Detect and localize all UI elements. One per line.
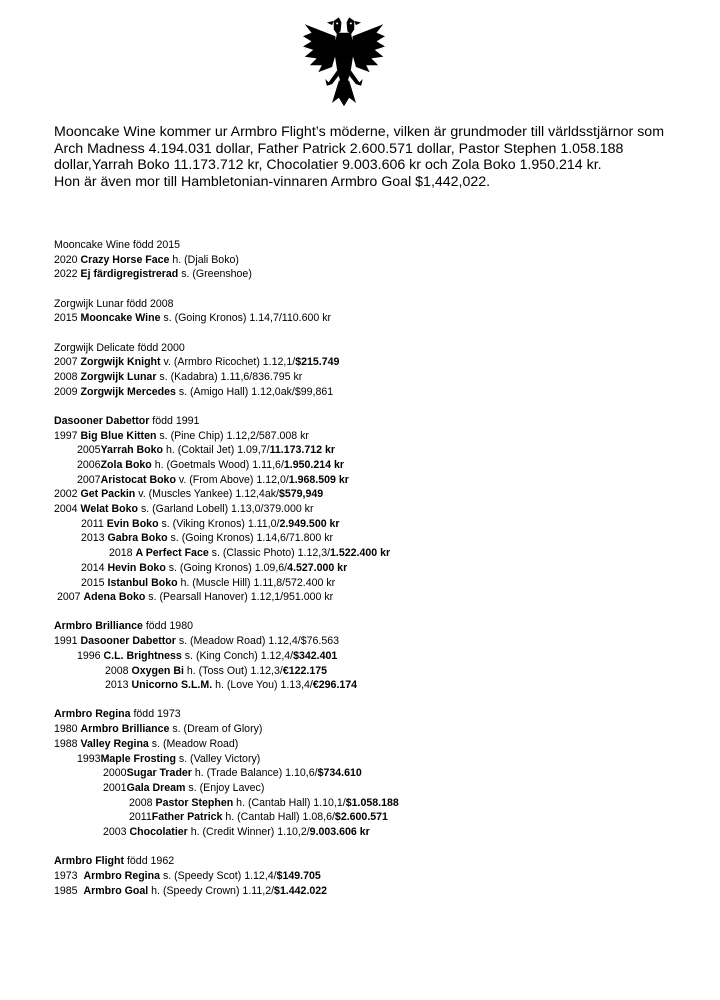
offspring-details: h. (Muscle Hill) 1.11,8/572.400 kr xyxy=(177,576,336,589)
section-header xyxy=(54,414,694,429)
dam-birth-year: född 1962 xyxy=(124,855,175,868)
offspring-year: 2015 xyxy=(54,312,81,325)
pedigree-list xyxy=(54,238,694,913)
dam-birth-year: född 2008 xyxy=(126,297,174,310)
offspring-details: s. (Meadow Road) 1.12,4/$76.563 xyxy=(175,635,340,648)
offspring-name: Unicorno S.L.M. xyxy=(131,679,213,692)
offspring-row xyxy=(54,825,694,840)
offspring-name: Gala Dream xyxy=(126,782,186,794)
offspring-details: h. (Toss Out) 1.12,3/ xyxy=(183,664,283,677)
offspring-row xyxy=(54,722,694,737)
offspring-row xyxy=(54,502,694,517)
offspring-row xyxy=(54,634,694,649)
offspring-row xyxy=(54,487,694,502)
offspring-earnings: 2.949.500 kr xyxy=(279,517,340,530)
offspring-year: 2008 xyxy=(105,664,132,677)
offspring-details: h. (Cantab Hall) 1.08,6/ xyxy=(222,811,335,824)
offspring-row xyxy=(54,869,694,884)
offspring-year: 2013 xyxy=(105,679,132,692)
offspring-year: 1980 xyxy=(54,723,81,736)
offspring-row xyxy=(54,678,694,693)
offspring-name: Chocolatier xyxy=(129,826,188,839)
offspring-details: h. (Credit Winner) 1.10,2/ xyxy=(187,826,310,839)
offspring-earnings: $1.058.188 xyxy=(345,796,399,809)
section-header xyxy=(54,707,694,722)
offspring-row xyxy=(54,443,694,458)
offspring-row xyxy=(54,576,694,591)
offspring-name: Oxygen Bi xyxy=(131,664,184,677)
offspring-details: s. (Meadow Road) xyxy=(148,737,239,750)
dam-name: Dasooner Dabettor xyxy=(54,414,150,427)
offspring-earnings: $579,949 xyxy=(278,488,324,501)
offspring-details: h. (Speedy Crown) 1.11,2/ xyxy=(148,884,275,897)
offspring-row xyxy=(54,429,694,444)
offspring-details: v. (Armbro Ricochet) 1.12,1/ xyxy=(160,356,296,369)
offspring-row xyxy=(54,531,694,546)
offspring-name: Welat Boko xyxy=(80,503,139,516)
intro-text xyxy=(54,124,674,190)
offspring-details: h. (Djali Boko) xyxy=(169,253,239,266)
section-header xyxy=(54,341,694,356)
offspring-details: h. (Love You) 1.13,4/ xyxy=(212,679,313,692)
offspring-details: s. (Going Kronos) 1.14,7/110.600 kr xyxy=(160,312,332,325)
pedigree-section xyxy=(54,297,694,326)
offspring-year: 2003 xyxy=(103,826,130,839)
offspring-earnings: $2.600.571 xyxy=(334,811,388,824)
section-header xyxy=(54,854,694,869)
offspring-name: Gabra Boko xyxy=(107,532,168,545)
offspring-details: s. (Going Kronos) 1.14,6/71.800 kr xyxy=(167,532,334,545)
offspring-year: 1996 xyxy=(77,649,104,662)
offspring-details: s. (Viking Kronos) 1.11,0/ xyxy=(158,517,280,530)
dam-name: Armbro Brilliance xyxy=(54,620,143,633)
offspring-name: Armbro Goal xyxy=(83,884,149,897)
offspring-details: s. (King Conch) 1.12,4/ xyxy=(181,649,294,662)
offspring-earnings: 1.522.400 kr xyxy=(330,547,391,560)
offspring-row xyxy=(54,737,694,752)
offspring-row xyxy=(54,781,694,796)
offspring-earnings: 4.527.000 kr xyxy=(287,561,348,574)
dam-name: Armbro Flight xyxy=(54,855,125,868)
offspring-row xyxy=(54,355,694,370)
offspring-year: 2007 xyxy=(57,591,84,604)
offspring-year: 2001 xyxy=(103,782,127,794)
offspring-year: 2014 xyxy=(81,561,108,574)
offspring-year: 2011 xyxy=(81,517,107,530)
offspring-earnings: 1.950.214 kr xyxy=(283,458,344,471)
offspring-name: Armbro Regina xyxy=(83,870,160,883)
intro-paragraph: Mooncake Wine kommer ur Armbro Flight’s möderne, vilken är grundmoder till världsstjärnor som Arch Madness 4.194.031 dollar, Father Patrick 2.600.571 dollar, Pastor Stephen 1.058.188 dollar,Yarrah Boko 11.173.712 kr, Chocolatier 9.003.606 kr och Zola Boko 1.950.214 kr. xyxy=(54,124,665,173)
offspring-details: s. (Speedy Scot) 1.12,4/ xyxy=(160,870,277,883)
offspring-year: 1985 xyxy=(54,884,84,897)
dam-birth-year: född 1973 xyxy=(130,708,181,721)
dam-birth-year: född 1991 xyxy=(149,414,200,427)
offspring-earnings: 11.173.712 kr xyxy=(269,444,335,457)
offspring-row xyxy=(54,311,694,326)
offspring-details: s. (Amigo Hall) 1.12,0ak/$99,861 xyxy=(175,385,334,398)
offspring-row xyxy=(54,649,694,664)
offspring-earnings: 1.968.509 kr xyxy=(288,473,349,486)
offspring-details: h. (Trade Balance) 1.10,6/ xyxy=(191,767,318,780)
offspring-year: 2008 xyxy=(129,796,156,809)
offspring-earnings: €296.174 xyxy=(312,679,358,692)
offspring-name: Aristocat Boko xyxy=(100,473,176,486)
offspring-year: 2008 xyxy=(54,370,81,383)
offspring-details: v. (From Above) 1.12,0/ xyxy=(175,473,289,486)
section-header xyxy=(54,619,694,634)
offspring-name: Father Patrick xyxy=(151,811,223,824)
offspring-details: s. (Dream of Glory) xyxy=(169,723,263,736)
offspring-year: 2020 xyxy=(54,253,81,266)
offspring-year: 1991 xyxy=(54,635,81,648)
offspring-name: Dasooner Dabettor xyxy=(80,635,176,648)
offspring-name: Get Packin xyxy=(80,488,136,501)
offspring-year: 2007 xyxy=(54,356,81,369)
double-headed-eagle-icon xyxy=(300,14,388,108)
offspring-name: Big Blue Kitten xyxy=(80,429,157,442)
offspring-row xyxy=(54,752,694,767)
offspring-name: Pastor Stephen xyxy=(155,796,234,809)
offspring-year: 2007 xyxy=(77,473,101,486)
offspring-row xyxy=(54,766,694,781)
offspring-name: Zorgwijk Lunar xyxy=(80,370,157,383)
dam-birth-year: född 1980 xyxy=(142,620,193,633)
offspring-name: Valley Regina xyxy=(80,737,149,750)
offspring-name: Ej färdigregistrerad xyxy=(80,268,179,281)
offspring-row xyxy=(54,796,694,811)
intro-paragraph: Hon är även mor till Hambletonian-vinnaren Armbro Goal $1,442,022. xyxy=(54,173,491,190)
offspring-year: 2004 xyxy=(54,503,81,516)
dam-birth-year: född 2015 xyxy=(132,239,181,251)
offspring-year: 2013 xyxy=(81,532,108,545)
offspring-earnings: $734.610 xyxy=(317,767,362,780)
offspring-year: 1988 xyxy=(54,737,81,750)
offspring-year: 1973 xyxy=(54,870,84,883)
offspring-row xyxy=(54,473,694,488)
offspring-year: 2022 xyxy=(54,268,81,281)
offspring-row xyxy=(54,370,694,385)
offspring-name: Sugar Trader xyxy=(126,767,192,780)
pedigree-section xyxy=(54,854,694,898)
offspring-earnings: $1.442.022 xyxy=(274,884,328,897)
offspring-year: 1993 xyxy=(77,752,101,765)
offspring-details: s. (Enjoy Lavec) xyxy=(185,782,265,794)
offspring-details: h. (Goetmals Wood) 1.11,6/ xyxy=(151,458,284,471)
offspring-name: Yarrah Boko xyxy=(100,444,163,457)
pedigree-section xyxy=(54,341,694,400)
pedigree-section xyxy=(54,707,694,839)
offspring-year: 2006 xyxy=(77,458,101,471)
offspring-name: Evin Boko xyxy=(106,517,159,530)
offspring-year: 2005 xyxy=(77,444,101,457)
offspring-name: Istanbul Boko xyxy=(107,576,178,589)
offspring-year: 2011 xyxy=(129,811,152,824)
offspring-row xyxy=(54,253,694,268)
offspring-row xyxy=(54,561,694,576)
offspring-year: 1997 xyxy=(54,429,81,442)
offspring-row xyxy=(54,385,694,400)
offspring-details: s. (Greenshoe) xyxy=(178,268,252,281)
offspring-earnings: $342.401 xyxy=(293,649,338,662)
offspring-row xyxy=(54,458,694,473)
offspring-name: A Perfect Face xyxy=(135,547,209,560)
offspring-name: Hevin Boko xyxy=(107,561,166,574)
pedigree-section xyxy=(54,414,694,605)
offspring-earnings: €122.175 xyxy=(282,664,328,677)
offspring-details: s. (Pine Chip) 1.12,2/587.008 kr xyxy=(156,429,309,442)
offspring-name: Armbro Brilliance xyxy=(80,723,170,736)
dam-name: Mooncake Wine xyxy=(54,239,130,251)
offspring-earnings: $149.705 xyxy=(276,870,321,883)
offspring-name: Zorgwijk Mercedes xyxy=(80,385,176,398)
offspring-row xyxy=(54,884,694,899)
offspring-details: s. (Going Kronos) 1.09,6/ xyxy=(165,561,288,574)
offspring-details: s. (Kadabra) 1.11,6/836.795 kr xyxy=(156,370,303,383)
dam-name: Armbro Regina xyxy=(54,708,131,721)
offspring-name: Maple Frosting xyxy=(100,752,176,765)
offspring-earnings: $215.749 xyxy=(295,356,340,369)
offspring-year: 2018 xyxy=(109,547,136,560)
offspring-earnings: 9.003.606 kr xyxy=(309,826,370,839)
offspring-row xyxy=(54,810,694,825)
offspring-year: 2002 xyxy=(54,488,81,501)
section-header xyxy=(54,238,694,253)
dam-name: Zorgwijk Delicate xyxy=(54,341,135,354)
offspring-row xyxy=(54,590,694,605)
offspring-row xyxy=(54,267,694,282)
offspring-name: Crazy Horse Face xyxy=(80,253,170,266)
offspring-details: s. (Garland Lobell) 1.13,0/379.000 kr xyxy=(138,503,314,516)
offspring-name: Zorgwijk Knight xyxy=(80,356,161,369)
offspring-details: s. (Pearsall Hanover) 1.12,1/951.000 kr xyxy=(145,591,334,604)
dam-birth-year: född 2000 xyxy=(137,341,185,354)
offspring-details: s. (Classic Photo) 1.12,3/ xyxy=(208,547,331,560)
offspring-name: Mooncake Wine xyxy=(80,312,161,325)
dam-name: Zorgwijk Lunar xyxy=(54,297,124,310)
offspring-year: 2009 xyxy=(54,385,81,398)
offspring-details: v. (Muscles Yankee) 1.12,4ak/ xyxy=(135,488,279,501)
offspring-details: h. (Coktail Jet) 1.09,7/ xyxy=(163,444,270,457)
pedigree-section xyxy=(54,238,694,282)
offspring-year: 2015 xyxy=(81,576,108,589)
offspring-year: 2000 xyxy=(103,767,127,780)
offspring-row xyxy=(54,546,694,561)
offspring-row xyxy=(54,664,694,679)
offspring-name: C.L. Brightness xyxy=(103,649,182,662)
offspring-name: Adena Boko xyxy=(83,591,146,604)
offspring-name: Zola Boko xyxy=(100,458,152,471)
section-header xyxy=(54,297,694,312)
pedigree-section xyxy=(54,619,694,693)
offspring-details: h. (Cantab Hall) 1.10,1/ xyxy=(233,796,346,809)
offspring-row xyxy=(54,517,694,532)
offspring-details: s. (Valley Victory) xyxy=(175,752,261,765)
